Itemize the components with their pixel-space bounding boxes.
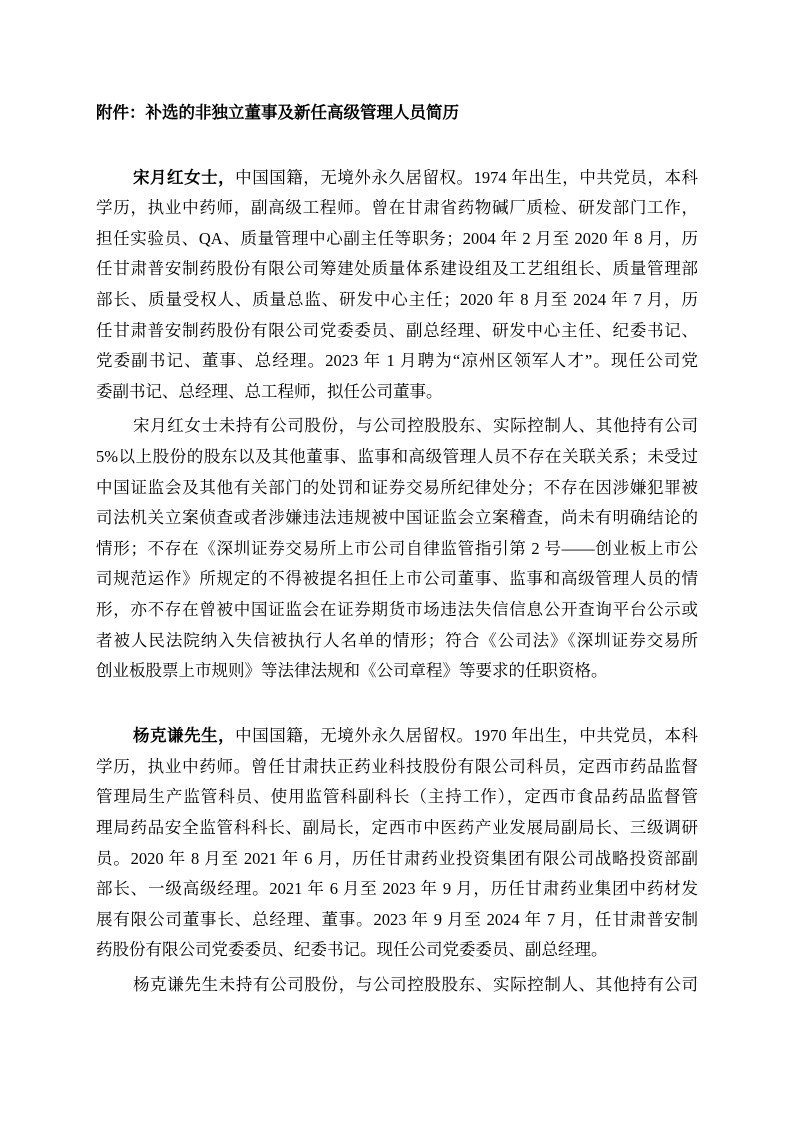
paragraph-yang-qualification xyxy=(96,970,698,1001)
body-line: 司规范运作》所规定的不得被提名担任上市公司董事、监事和高级管理人员的情 xyxy=(96,569,698,589)
line-text: 中国国籍，无境外永久居留权。1974 年出生，中共党员，本科 xyxy=(235,167,699,187)
body-line: 委副书记、总经理、总工程师，拟任公司董事。 xyxy=(96,381,443,401)
body-line: 创业板股票上市规则》等法律法规和《公司章程》等要求的任职资格。 xyxy=(96,661,608,681)
blank-line xyxy=(96,691,698,722)
paragraph-song-qualification xyxy=(96,411,698,686)
line-text: 中国国籍，无境外永久居留权。1970 年出生，中共党员，本科 xyxy=(235,726,699,746)
body-line: 展有限公司董事长、总经理、董事。2023 年 9 月至 2024 年 7 月，任甘肃普安制 xyxy=(96,909,698,929)
body-line xyxy=(96,163,698,194)
document-title: 附件：补选的非独立董事及新任高级管理人员简历 xyxy=(96,103,459,122)
person-name-song: 宋月红女士， xyxy=(133,167,236,187)
body-line: 5%以上股份的股东以及其他董事、监事和高级管理人员不存在关联关系；未受过 xyxy=(96,446,698,466)
body-line: 理局药品安全监管科科长、副局长，定西市中医药产业发展局副局长、三级调研 xyxy=(96,818,698,838)
body-line: 任甘肃普安制药股份有限公司党委委员、副总经理、研发中心主任、纪委书记、 xyxy=(96,320,698,340)
body-line: 部长、一级高级经理。2021 年 6 月至 2023 年 9 月，历任甘肃药业集团中药材发 xyxy=(96,879,698,899)
body-line: 担任实验员、QA、质量管理中心副主任等职务；2004 年 2 月至 2020 年 8 月，历 xyxy=(96,228,698,248)
body-line: 宋月红女士未持有公司股份，与公司控股股东、实际控制人、其他持有公司 xyxy=(133,416,698,436)
body-line: 员。2020 年 8 月至 2021 年 6 月，历任甘肃药业投资集团有限公司战略投资部副 xyxy=(96,848,698,868)
body-line: 药股份有限公司党委委员、纪委书记。现任公司党委委员、副总经理。 xyxy=(96,940,608,960)
body-line xyxy=(96,721,698,752)
body-line: 学历，执业中药师。曾任甘肃扶正药业科技股份有限公司科员，定西市药品监督 xyxy=(96,756,698,776)
body-line: 任甘肃普安制药股份有限公司筹建处质量体系建设组及工艺组组长、质量管理部 xyxy=(96,259,698,279)
body-line: 司法机关立案侦查或者涉嫌违法违规被中国证监会立案稽查，尚未有明确结论的 xyxy=(96,508,698,528)
body-line: 管理局生产监管科员、使用监管科副科长（主持工作），定西市食品药品监督管 xyxy=(96,787,698,807)
body-line: 者被人民法院纳入失信被执行人名单的情形；符合《公司法》《深圳证券交易所 xyxy=(96,630,698,650)
body-line: 学历，执业中药师，副高级工程师。曾在甘肃省药物碱厂质检、研发部门工作， xyxy=(96,198,698,218)
body-line: 形，亦不存在曾被中国证监会在证券期货市场违法失信信息公开查询平台公示或 xyxy=(96,599,698,619)
paragraph-yang-bio xyxy=(96,721,698,966)
body-line: 部长、质量受权人、质量总监、研发中心主任；2020 年 8 月至 2024 年 7 月，历 xyxy=(96,289,699,309)
person-name-yang: 杨克谦先生， xyxy=(133,726,236,746)
body-line: 党委副书记、董事、总经理。2023 年 1 月聘为“凉州区领军人才”。现任公司党 xyxy=(96,351,698,371)
body-line: 中国证监会及其他有关部门的处罚和证券交易所纪律处分；不存在因涉嫌犯罪被 xyxy=(96,477,698,497)
paragraph-song-bio xyxy=(96,163,698,408)
body-line: 杨克谦先生未持有公司股份，与公司控股股东、实际控制人、其他持有公司 xyxy=(133,975,698,995)
body-line: 情形；不存在《深圳证券交易所上市公司自律监管指引第 2 号——创业板上市公 xyxy=(96,538,698,558)
